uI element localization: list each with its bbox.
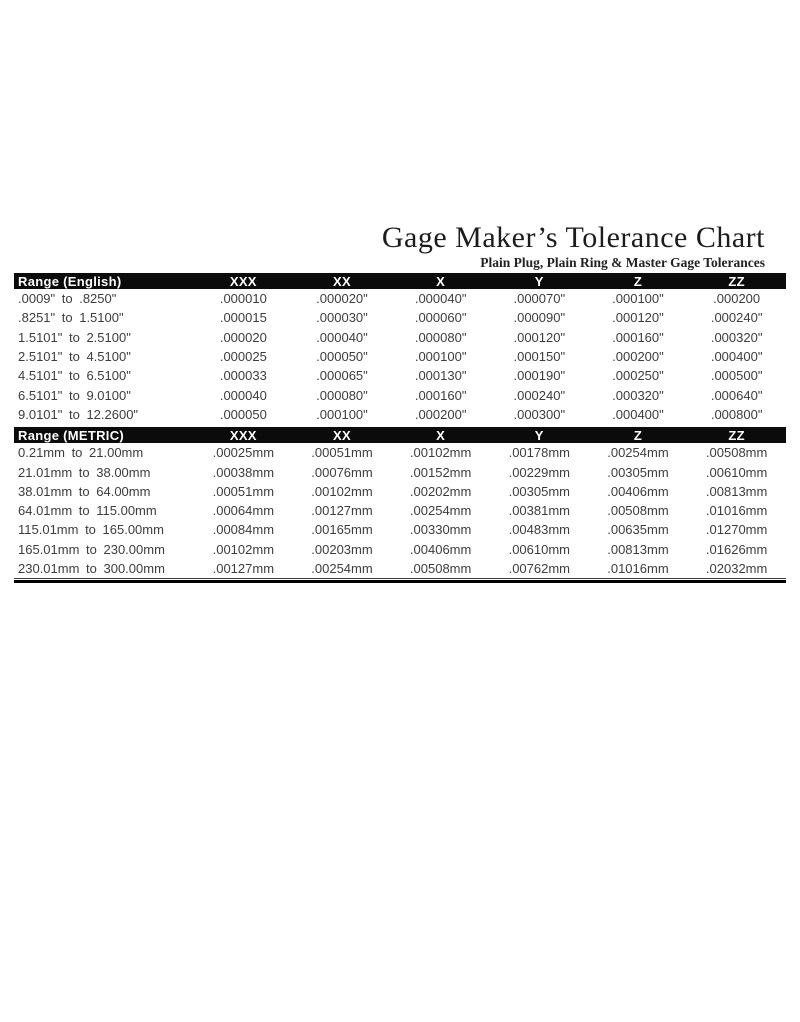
tolerance-cell: .000130" [414,368,467,384]
tolerance-cell: .00610mm [705,464,768,480]
tolerance-cell: .00127mm [311,503,373,519]
column-header: ZZ [687,273,786,289]
column-header: Z [589,273,688,289]
tolerance-cell: .000160" [612,329,664,345]
tolerance-cell: .00076mm [311,464,373,480]
range-cell: 6.5101" to 9.0100" [18,387,131,403]
tolerance-cell: .01016mm [607,561,669,576]
tolerance-cell: .00483mm [508,522,570,538]
tolerance-cell: .000025 [219,349,267,365]
table-row [14,405,786,424]
table-row [14,443,786,462]
tolerance-cell: .000040 [219,387,267,403]
page-title: Gage Maker’s Tolerance Chart [381,221,765,254]
tolerance-cell: .01270mm [705,522,768,538]
table-row [14,462,786,481]
tolerance-cell: .00178mm [508,445,570,461]
tolerance-cell: .00203mm [311,541,373,557]
tolerance-cell: .000400" [710,349,763,365]
tolerance-cell: .00254mm [409,503,472,519]
column-header: Range (METRIC) [14,427,194,443]
tolerance-cell: .000010 [219,291,267,307]
tolerance-cell: .000200" [414,406,467,422]
page-subtitle: Plain Plug, Plain Ring & Master Gage Tolerances [480,255,765,270]
tolerance-cell: .000040" [414,291,467,307]
header-row [14,273,786,289]
tolerance-cell: .00127mm [212,561,275,576]
tolerance-cell: .000070" [513,291,566,307]
tolerance-cell: .000320" [612,387,664,403]
table-row [14,501,786,520]
tolerance-cell: .00254mm [311,561,373,576]
table-row [14,347,786,366]
tolerance-cell: .000200 [713,291,761,307]
range-cell: 1.5101" to 2.5100" [18,329,131,345]
table-row [14,289,786,308]
tolerance-cell: .000033 [219,368,267,384]
tolerance-cell: .00813mm [705,483,768,499]
title-block [0,222,800,270]
table-row [14,385,786,404]
tolerance-cell: .000150" [513,349,566,365]
tolerance-cell: .000080" [316,387,368,403]
range-cell: .8251" to 1.5100" [18,310,124,326]
tolerance-cell: .00635mm [607,522,669,538]
table-row [14,366,786,385]
tolerance-cell: .000100" [316,406,368,422]
table-row [14,308,786,327]
tolerance-cell: .01016mm [705,503,768,519]
tolerance-cell: .000190" [513,368,566,384]
tolerance-cell: .000400" [612,406,664,422]
column-header: Range (English) [14,273,194,289]
tolerance-cell: .000080" [414,329,467,345]
tolerance-cell: .000640" [710,387,763,403]
column-header: XXX [194,273,293,289]
range-cell: .0009" to .8250" [18,291,117,307]
tolerance-cell: .00064mm [212,503,275,519]
range-cell: 165.01mm to 230.00mm [18,541,165,557]
tolerance-cell: .00202mm [409,483,472,499]
tolerance-cell: .00025mm [212,445,275,461]
tolerance-cell: .00508mm [409,561,472,576]
column-header: X [391,273,490,289]
table-row [14,328,786,347]
tolerance-cell: .00330mm [409,522,472,538]
english-tolerances-table [14,273,786,424]
tolerance-cell: .000050" [316,349,368,365]
tolerance-cell: .00610mm [508,541,570,557]
range-cell: 38.01mm to 64.00mm [18,483,151,499]
tolerance-cell: .00038mm [212,464,275,480]
tolerance-cell: .000160" [414,387,467,403]
tolerance-cell: .00762mm [508,561,570,576]
tolerance-cell: .00084mm [212,522,275,538]
tolerance-cell: .000200" [612,349,664,365]
tolerance-cell: .000100" [612,291,664,307]
tolerance-cell: .000300" [513,406,566,422]
tolerance-cell: .00406mm [409,541,472,557]
tolerance-cell: .00254mm [607,445,669,461]
tolerance-cell: .000500" [710,368,763,384]
page-root [0,222,800,1022]
tolerance-cell: .00406mm [607,483,669,499]
tolerance-cell: .000065" [316,368,368,384]
tolerance-cell: .00381mm [508,503,570,519]
tolerance-cell: .01626mm [705,541,768,557]
tolerance-cell: .000040" [316,329,368,345]
column-header: XX [293,427,392,443]
tolerance-cell: .000090" [513,310,566,326]
column-header: ZZ [687,427,786,443]
tolerance-cell: .00813mm [607,541,669,557]
range-cell: 4.5101" to 6.5100" [18,368,131,384]
range-cell: 9.0101" to 12.2600" [18,406,139,422]
range-cell: 64.01mm to 115.00mm [18,503,157,519]
table-row [14,482,786,501]
table-row [14,540,786,559]
tolerance-cell: .00229mm [508,464,570,480]
tolerance-cell: .00051mm [311,445,373,461]
tolerance-cell: .000120" [612,310,664,326]
tolerance-cell: .000800" [710,406,763,422]
tolerance-cell: .000030" [316,310,368,326]
tolerance-cell: .00102mm [311,483,373,499]
tolerance-cell: .02032mm [705,561,768,576]
tolerance-cell: .00305mm [508,483,570,499]
tolerance-cell: .00165mm [311,522,373,538]
table-bottom-rule [14,580,786,583]
tolerance-cell: .000060" [414,310,467,326]
range-cell: 230.01mm to 300.00mm [18,561,165,576]
tolerance-cell: .00305mm [607,464,669,480]
metric-tolerances-table [14,427,786,579]
range-cell: 21.01mm to 38.00mm [18,464,151,480]
column-header: XXX [194,427,293,443]
range-cell: 2.5101" to 4.5100" [18,349,131,365]
column-header: X [391,427,490,443]
tolerance-cell: .000120" [513,329,566,345]
column-header: Y [490,273,589,289]
tolerance-cell: .000020 [219,329,267,345]
tolerance-cell: .000015 [219,310,267,326]
tolerance-cell: .000020" [316,291,368,307]
table-row [14,520,786,539]
tolerance-cell: .000240" [513,387,566,403]
tolerance-cell: .000250" [612,368,664,384]
column-header: XX [293,273,392,289]
tolerance-cell: .00508mm [705,445,768,461]
tolerance-cell: .00051mm [212,483,275,499]
tolerance-cell: .00102mm [212,541,275,557]
tolerance-cell: .00102mm [409,445,472,461]
tolerance-cell: .00508mm [607,503,669,519]
range-cell: 115.01mm to 165.00mm [18,522,164,538]
table-row [14,559,786,579]
column-header: Z [589,427,688,443]
tolerance-cell: .000320" [710,329,763,345]
tolerance-cell: .000100" [414,349,467,365]
tolerance-tables [14,273,786,579]
tolerance-cell: .000240" [710,310,763,326]
tolerance-cell: .00152mm [409,464,472,480]
column-header: Y [490,427,589,443]
tolerance-cell: .000050 [219,406,267,422]
header-row [14,427,786,443]
range-cell: 0.21mm to 21.00mm [18,445,144,461]
